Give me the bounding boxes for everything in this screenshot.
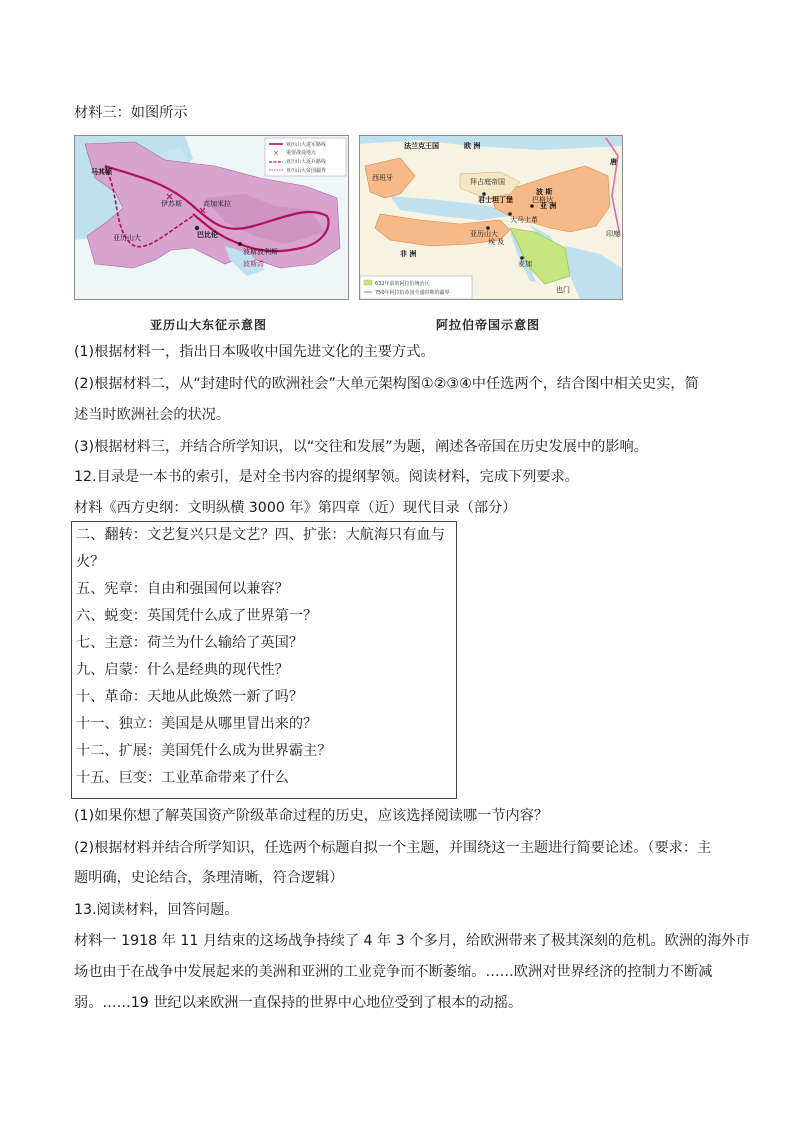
q11-part2-cont: 述当时欧洲社会的状况。 <box>74 407 231 423</box>
label-alexandria: 亚历山大 <box>113 234 141 242</box>
label-persia: 波 斯 <box>536 188 553 196</box>
label-gaugamela: 高加米拉 <box>203 200 231 208</box>
arab-map <box>359 135 623 300</box>
label-spain: 西班牙 <box>372 174 393 182</box>
svg-text:×: × <box>273 149 279 157</box>
toc-item: 火？ <box>76 554 105 570</box>
label-alexandria-arab: 亚历山大 <box>470 230 498 238</box>
alexander-map-caption: 亚历山大东征示意图 <box>150 318 268 332</box>
toc-item: 七、主意：荷兰为什么输给了英国？ <box>76 635 304 651</box>
label-mecca: 麦加 <box>518 260 532 268</box>
label-yemen: 也门 <box>556 286 570 294</box>
label-babylon: 巴比伦 <box>197 231 218 239</box>
label-africa: 非 洲 <box>400 250 417 258</box>
q12-part2: (2)根据材料并结合所学知识，任选两个标题自拟一个主题，并围绕这一主题进行简要论述。（要求：主 <box>74 840 712 856</box>
arab-map-caption: 阿拉伯帝国示意图 <box>436 318 541 332</box>
label-persian-gulf: 波斯湾 <box>243 260 264 268</box>
q11-part3: (3)根据材料三，并结合所学知识，以“交往和发展”为题，阐述各帝国在历史发展中的影响。 <box>74 439 648 455</box>
label-macedonia: 马其顿 <box>91 168 112 176</box>
q12-part2-cont: 题明确，史论结合，条理清晰，符合逻辑） <box>74 870 344 886</box>
label-india: 印度 <box>606 230 620 238</box>
label-byzantine: 拜占庭帝国 <box>470 178 505 186</box>
alexander-map <box>74 135 349 300</box>
label-persepolis: 波斯波利斯 <box>243 248 278 256</box>
legend-item-3: 亚历山大返兵路线 <box>286 159 327 165</box>
label-baghdad: 巴格达 <box>532 196 553 204</box>
label-tang: 唐 <box>610 158 617 166</box>
q11-part2: (2)根据材料二，从“封建时代的欧洲社会”大单元架构图①②③④中任选两个，结合图中相关史实，简 <box>74 376 699 392</box>
toc-item: 五、宪章：自由和强国何以兼容？ <box>76 581 289 597</box>
label-europe: 欧 洲 <box>464 142 481 150</box>
material3-heading: 材料三：如图所示 <box>74 105 188 121</box>
q13-material1-line1: 材料一 1918 年 11 月结束的这场战争持续了 4 年 3 个多月，给欧洲带来了极其深刻的危机。欧洲的海外市 <box>74 933 750 949</box>
legend-item-2: 重要战役地点 <box>286 150 317 156</box>
legend-item-1: 亚历山大进军路线 <box>286 142 327 148</box>
label-constantinople: 君士坦丁堡 <box>478 196 513 204</box>
q12-intro: 12.目录是一本书的索引，是对全书内容的提纲挈领。阅读材料，完成下列要求。 <box>74 469 579 485</box>
toc-item: 九、启蒙：什么是经典的现代性？ <box>76 662 289 678</box>
q12-material-title: 材料《西方史纲：文明纵横 3000 年》第四章（近）现代目录（部分） <box>74 500 517 516</box>
label-frankish: 法兰克王国 <box>404 142 439 150</box>
alexander-map-graphic <box>75 136 348 299</box>
label-issus: 伊苏斯 <box>161 200 182 208</box>
toc-item: 二、翻转：文艺复兴只是文艺？四、扩张：大航海只有血与 <box>76 527 445 543</box>
toc-item: 六、蜕变：英国凭什么成了世界第一？ <box>76 608 318 624</box>
arab-legend-item-1: 632年前的阿拉伯统治区 <box>375 281 430 287</box>
label-egypt: 埃 及 <box>488 238 505 246</box>
legend-item-4: 亚历山大帝国疆界 <box>286 168 327 174</box>
q13-intro: 13.阅读材料，回答问题。 <box>74 902 239 918</box>
q13-material1-line3: 弱。……19 世纪以来欧洲一直保持的世界中心地位受到了根本的动摇。 <box>74 995 523 1011</box>
label-asia: 亚 洲 <box>540 202 557 210</box>
label-damascus: 大马士革 <box>510 216 538 224</box>
q13-material1-line2: 场也由于在战争中发展起来的美洲和亚洲的工业竞争而不断萎缩。……欧洲对世界经济的控制力不断减 <box>74 964 713 980</box>
toc-item: 十、革命：天地从此焕然一新了吗？ <box>76 689 304 705</box>
toc-item: 十五、巨变：工业革命带来了什么 <box>76 770 289 786</box>
q11-part1: (1)根据材料一，指出日本吸收中国先进文化的主要方式。 <box>74 344 435 360</box>
arab-map-graphic <box>360 136 622 299</box>
toc-item: 十一、独立：美国是从哪里冒出来的？ <box>76 716 318 732</box>
toc-item: 十二、扩展：美国凭什么成为世界霸主？ <box>76 743 332 759</box>
arab-legend-item-2: 750年阿拉伯帝国全盛时期的疆界 <box>375 290 450 296</box>
q12-part1: (1)如果你想了解英国资产阶级革命过程的历史，应该选择阅读哪一节内容？ <box>74 808 549 824</box>
